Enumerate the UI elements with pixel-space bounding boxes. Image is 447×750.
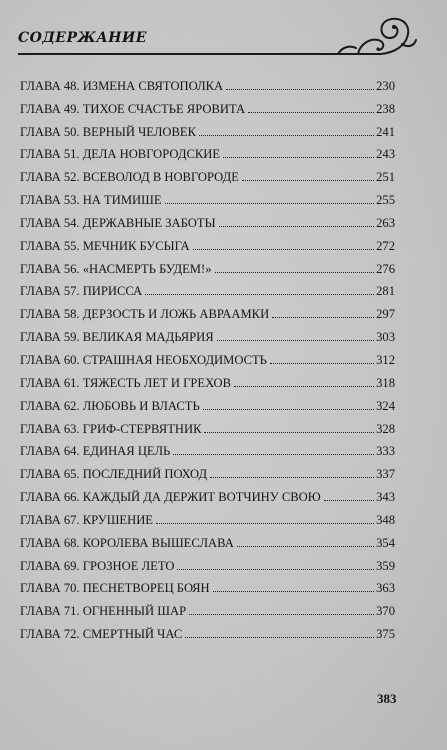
toc-entry-title: ГЛАВА 64. ЕДИНАЯ ЦЕЛЬ: [20, 444, 171, 459]
toc-entry-title: ГЛАВА 57. ПИРИССА: [20, 284, 143, 299]
toc-entry-page: 297: [376, 307, 395, 322]
toc-entry-title: ГЛАВА 61. ТЯЖЕСТЬ ЛЕТ И ГРЕХОВ: [20, 375, 232, 390]
toc-entry-page: 303: [376, 330, 395, 345]
toc-entry-page: 272: [376, 238, 395, 253]
toc-entry-title: ГЛАВА 51. ДЕЛА НОВГОРОДСКИЕ: [20, 147, 221, 162]
toc-entry-page: 276: [376, 261, 395, 276]
dot-leader: [156, 523, 374, 524]
dot-leader: [173, 454, 374, 455]
dot-leader: [210, 477, 374, 478]
dot-leader: [189, 614, 374, 615]
toc-entry-page: 238: [376, 101, 395, 116]
toc-entry-page: 243: [376, 147, 395, 162]
dot-leader: [199, 135, 374, 136]
toc-entry: [20, 344, 395, 367]
toc-entry-page: 251: [376, 170, 395, 185]
toc-entry-title: ГЛАВА 53. НА ТИМИШЕ: [20, 193, 162, 208]
toc-entry-title: ГЛАВА 70. ПЕСНЕТВОРЕЦ БОЯН: [20, 581, 210, 596]
table-of-contents: [20, 70, 395, 641]
dot-leader: [237, 546, 374, 547]
dot-leader: [324, 500, 374, 501]
toc-entry-page: 370: [376, 604, 395, 619]
toc-entry: [20, 298, 395, 321]
toc-entry-title: ГЛАВА 71. ОГНЕННЫЙ ШАР: [20, 604, 187, 619]
toc-entry: [20, 184, 395, 207]
dot-leader: [215, 272, 375, 273]
dot-leader: [226, 89, 374, 90]
dot-leader: [203, 409, 374, 410]
dot-leader: [234, 386, 374, 387]
dot-leader: [165, 203, 375, 204]
toc-entry-title: ГЛАВА 58. ДЕРЗОСТЬ И ЛОЖЬ АВРААМКИ: [20, 307, 270, 322]
toc-entry-title: ГЛАВА 59. ВЕЛИКАЯ МАДЬЯРИЯ: [20, 330, 214, 345]
toc-entry-page: 337: [376, 467, 395, 482]
toc-entry: [20, 161, 395, 184]
toc-entry: [20, 458, 395, 481]
toc-entry-title: ГЛАВА 68. КОРОЛЕВА ВЫШЕСЛАВА: [20, 535, 234, 550]
toc-entry-title: ГЛАВА 67. КРУШЕНИЕ: [20, 512, 153, 527]
dot-leader: [217, 340, 374, 341]
toc-entry: [20, 253, 395, 276]
toc-entry: [20, 436, 395, 459]
toc-entry-page: 281: [376, 284, 395, 299]
dot-leader: [204, 432, 374, 433]
toc-entry-page: 354: [376, 535, 395, 550]
toc-entry-page: 263: [376, 215, 395, 230]
toc-entry-title: ГЛАВА 50. ВЕРНЫЙ ЧЕЛОВЕК: [20, 124, 196, 139]
toc-entry-title: ГЛАВА 52. ВСЕВОЛОД В НОВГОРОДЕ: [20, 170, 239, 185]
toc-entry: [20, 573, 395, 596]
toc-entry-page: 343: [376, 490, 395, 505]
toc-entry-page: 255: [376, 193, 395, 208]
toc-entry-page: 328: [376, 421, 395, 436]
toc-entry-page: 312: [376, 352, 395, 367]
dot-leader: [219, 226, 375, 227]
dot-leader: [248, 112, 374, 113]
page-number: 383: [377, 691, 397, 706]
toc-entry-title: ГЛАВА 63. ГРИФ-СТЕРВЯТНИК: [20, 421, 202, 436]
toc-entry: [20, 527, 395, 550]
toc-entry: [20, 390, 395, 413]
toc-entry-title: ГЛАВА 69. ГРОЗНОЕ ЛЕТО: [20, 558, 175, 573]
toc-entry-title: ГЛАВА 55. МЕЧНИК БУСЫГА: [20, 238, 190, 253]
toc-entry: [20, 70, 395, 93]
toc-entry-page: 318: [376, 375, 395, 390]
toc-entry: [20, 230, 395, 253]
dot-leader: [185, 637, 374, 638]
toc-entry-page: 359: [376, 558, 395, 573]
toc-entry: [20, 139, 395, 162]
toc-entry-page: 348: [376, 512, 395, 527]
dot-leader: [272, 317, 374, 318]
toc-entry: [20, 93, 395, 116]
toc-entry: [20, 504, 395, 527]
toc-entry-title: ГЛАВА 60. СТРАШНАЯ НЕОБХОДИМОСТЬ: [20, 352, 267, 367]
toc-entry-page: 333: [376, 444, 395, 459]
toc-entry-title: ГЛАВА 65. ПОСЛЕДНИЙ ПОХОД: [20, 467, 208, 482]
toc-entry: [20, 321, 395, 344]
toc-entry: [20, 116, 395, 139]
scroll-ornament-icon: [318, 14, 418, 58]
toc-entry-title: ГЛАВА 66. КАЖДЫЙ ДА ДЕРЖИТ ВОТЧИНУ СВОЮ: [20, 490, 321, 505]
toc-entry-title: ГЛАВА 56. «НАСМЕРТЬ БУДЕМ!»: [20, 261, 212, 276]
toc-entry-page: 375: [376, 627, 395, 642]
toc-entry: [20, 413, 395, 436]
dot-leader: [177, 569, 374, 570]
toc-entry-title: ГЛАВА 72. СМЕРТНЫЙ ЧАС: [20, 627, 183, 642]
toc-entry-page: 324: [376, 398, 395, 413]
toc-entry: [20, 618, 395, 641]
toc-entry-title: ГЛАВА 48. ИЗМЕНА СВЯТОПОЛКА: [20, 78, 224, 93]
toc-entry: [20, 367, 395, 390]
dot-leader: [242, 180, 374, 181]
dot-leader: [223, 157, 374, 158]
toc-entry: [20, 481, 395, 504]
dot-leader: [193, 249, 374, 250]
dot-leader: [213, 591, 374, 592]
toc-entry-page: 363: [376, 581, 395, 596]
toc-entry: [20, 595, 395, 618]
toc-entry-title: ГЛАВА 62. ЛЮБОВЬ И ВЛАСТЬ: [20, 398, 200, 413]
toc-entry-title: ГЛАВА 49. ТИХОЕ СЧАСТЬЕ ЯРОВИТА: [20, 101, 246, 116]
dot-leader: [145, 294, 374, 295]
toc-entry: [20, 550, 395, 573]
toc-entry: [20, 207, 395, 230]
toc-entry: [20, 276, 395, 299]
toc-entry-page: 241: [376, 124, 395, 139]
toc-entry-page: 230: [376, 78, 395, 93]
toc-entry-title: ГЛАВА 54. ДЕРЖАВНЫЕ ЗАБОТЫ: [20, 215, 216, 230]
dot-leader: [270, 363, 374, 364]
page-title: СОДЕРЖАНИЕ: [18, 30, 147, 46]
